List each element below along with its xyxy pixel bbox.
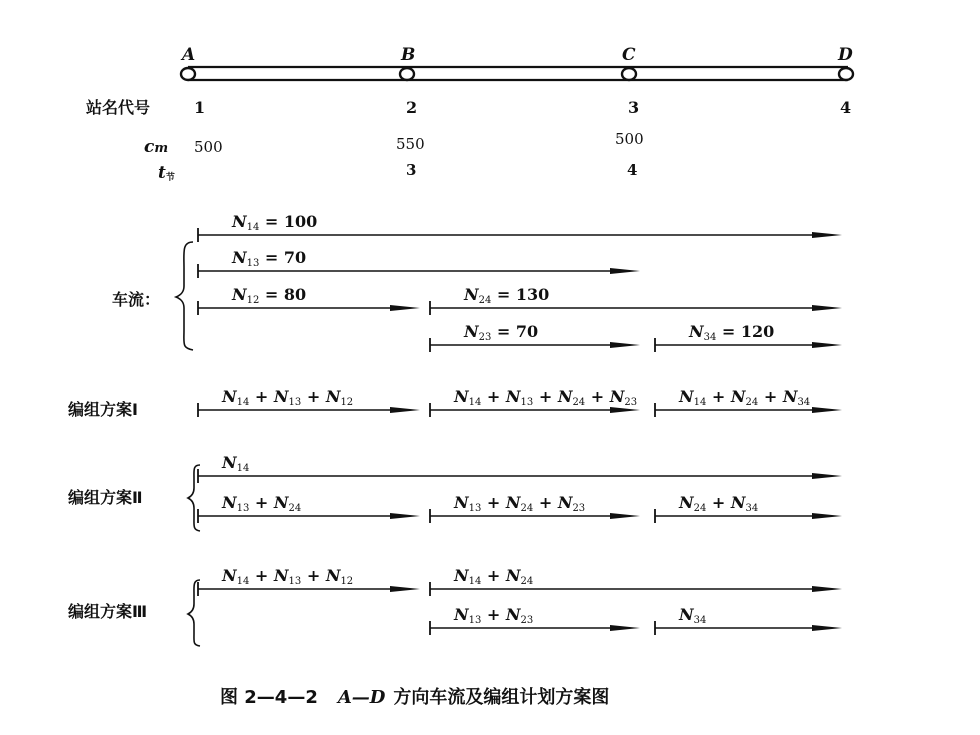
flows-brace bbox=[176, 242, 193, 350]
plan3-arrow-label: N14 + N13 + N12 bbox=[222, 566, 354, 587]
plan2-arrow bbox=[198, 453, 842, 483]
arrow-head bbox=[812, 625, 842, 631]
station-letter-d: D bbox=[838, 45, 853, 65]
plan2-arrow bbox=[198, 493, 420, 523]
flows-arrow bbox=[430, 285, 842, 315]
plan2-arrow bbox=[655, 493, 842, 523]
arrow-head bbox=[390, 305, 420, 311]
plan1-arrow-label: N14 + N13 + N24 + N23 bbox=[454, 387, 638, 408]
station-d-circle bbox=[839, 68, 853, 80]
station-c-circle bbox=[622, 68, 636, 80]
plan1-arrow-label: N14 + N13 + N12 bbox=[222, 387, 354, 408]
flows-arrow-label: N14 = 100 bbox=[232, 212, 318, 233]
flows-arrow bbox=[198, 285, 420, 315]
plan2-arrow-label: N13 + N24 bbox=[222, 493, 302, 514]
plan2-arrow-label: N13 + N24 + N23 bbox=[454, 493, 586, 514]
plan2-arrow bbox=[430, 493, 640, 523]
arrow-head bbox=[812, 342, 842, 348]
station-code-1: 1 bbox=[194, 98, 206, 117]
station-b-circle bbox=[400, 68, 414, 80]
arrow-head bbox=[610, 513, 640, 519]
station-letter-a: A bbox=[182, 45, 196, 65]
cm-value-2: 550 bbox=[396, 135, 425, 153]
station-letter-c: C bbox=[622, 45, 636, 65]
plan2-arrow-label: N24 + N34 bbox=[679, 493, 759, 514]
arrow-head bbox=[390, 513, 420, 519]
arrow-head bbox=[812, 586, 842, 592]
flows-arrow-label: N24 = 130 bbox=[464, 285, 550, 306]
flows-section-label: 车流： bbox=[112, 290, 161, 309]
arrow-head bbox=[812, 232, 842, 238]
arrow-head bbox=[610, 625, 640, 631]
station-code-label: 站名代号 bbox=[86, 98, 151, 117]
station-letter-b: B bbox=[401, 45, 416, 65]
plan1-section-label: 编组方案Ⅰ bbox=[68, 400, 138, 419]
plan3-arrow bbox=[430, 566, 842, 596]
plan3-arrow bbox=[198, 566, 420, 596]
flows-arrow-label: N34 = 120 bbox=[689, 322, 775, 343]
plan3-arrow-label: N34 bbox=[679, 605, 707, 626]
station-code-4: 4 bbox=[840, 98, 852, 117]
flows-arrow-label: N23 = 70 bbox=[464, 322, 539, 343]
t-value-3: 4 bbox=[627, 161, 638, 179]
arrow-head bbox=[812, 407, 842, 413]
plan1-arrow bbox=[198, 387, 420, 417]
plan3-arrow bbox=[430, 605, 640, 635]
plan2-arrows bbox=[198, 453, 842, 523]
flows-arrows bbox=[198, 212, 842, 352]
plan1-arrows bbox=[198, 387, 842, 417]
cm-row-label: cm bbox=[144, 137, 169, 157]
arrow-head bbox=[812, 513, 842, 519]
plan3-arrows bbox=[198, 566, 842, 635]
plan1-arrow bbox=[655, 387, 842, 417]
plan2-arrow-label: N14 bbox=[222, 453, 250, 474]
t-row-label: t节 bbox=[158, 163, 175, 183]
railway-line bbox=[181, 67, 853, 80]
arrow-head bbox=[610, 268, 640, 274]
plan1-arrow-label: N14 + N24 + N34 bbox=[679, 387, 811, 408]
arrow-head bbox=[390, 586, 420, 592]
plan3-section-label: 编组方案Ⅲ bbox=[68, 602, 148, 621]
arrow-head bbox=[610, 342, 640, 348]
plan2-section-label: 编组方案Ⅱ bbox=[68, 488, 143, 507]
plan1-arrow bbox=[430, 387, 640, 417]
flows-arrow bbox=[198, 212, 842, 242]
figure-caption: 图 2—4—2 A—D 方向车流及编组计划方案图 bbox=[220, 687, 610, 708]
flows-arrow-label: N12 = 80 bbox=[232, 285, 307, 306]
flows-arrow bbox=[430, 322, 640, 352]
station-code-3: 3 bbox=[628, 98, 640, 117]
station-a-circle bbox=[181, 68, 195, 80]
station-code-2: 2 bbox=[406, 98, 418, 117]
flows-arrow-label: N13 = 70 bbox=[232, 248, 307, 269]
flows-arrow bbox=[198, 248, 640, 278]
arrow-head bbox=[812, 305, 842, 311]
arrow-head bbox=[390, 407, 420, 413]
plan3-arrow-label: N14 + N24 bbox=[454, 566, 534, 587]
plan3-arrow bbox=[655, 605, 842, 635]
flows-arrow bbox=[655, 322, 842, 352]
t-value-2: 3 bbox=[406, 161, 417, 179]
cm-value-3: 500 bbox=[615, 130, 644, 148]
arrow-head bbox=[812, 473, 842, 479]
plan3-arrow-label: N13 + N23 bbox=[454, 605, 534, 626]
cm-value-1: 500 bbox=[194, 138, 223, 156]
